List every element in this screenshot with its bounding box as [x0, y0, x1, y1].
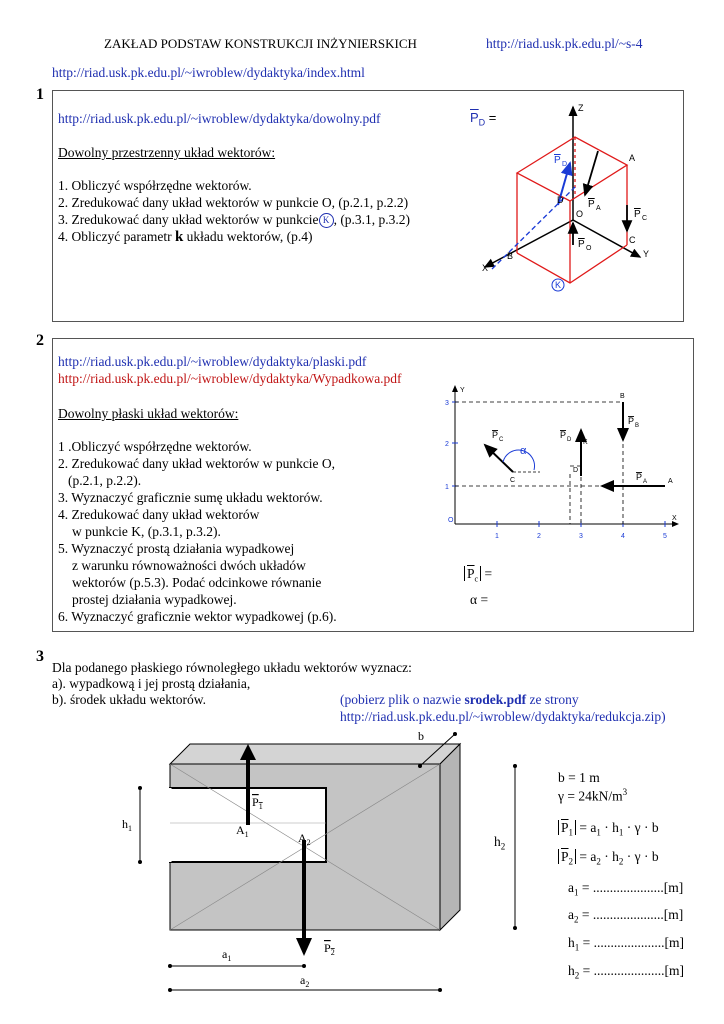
pc-label: P — [634, 209, 641, 220]
p1-label: $P_1$ — [252, 795, 263, 811]
s2-item-5d: prostej działania wypadkowej. — [72, 592, 237, 607]
p2-label: $P_2$ — [324, 941, 335, 957]
c-label: C — [629, 235, 636, 245]
srodek-file: srodek.pdf — [464, 692, 527, 707]
pd-planar-sub: D — [567, 437, 572, 443]
p1-formula: $\overline{P}_1 = a_1 \cdot h_1 \cdot \gamma \cdot b$ — [558, 820, 659, 838]
s2-item-2: 2. Zredukować dany układ wektorów w punkcie O, — [58, 456, 336, 471]
b-value: b = 1 m — [558, 770, 600, 785]
alpha-label: α — [520, 445, 527, 457]
s2-item-6: 6. Wyznaczyć graficznie wektor wypadkowej (p.6). — [58, 609, 337, 624]
b-dim-label: b — [418, 729, 424, 743]
p-c-label: C — [510, 477, 516, 484]
slab-side-face — [440, 744, 460, 930]
pb-sub: B — [635, 423, 640, 429]
planar-vector-figure — [440, 382, 685, 557]
index-link[interactable]: http://riad.usk.pk.edu.pl/~iwroblew/dydaktyka/index.html — [52, 65, 365, 80]
pc-vector-planar — [485, 445, 513, 472]
section-2-heading: Dowolny płaski układ wektorów: — [58, 406, 239, 421]
p2-formula: $\overline{P}_2 = a_2 \cdot h_2 \cdot \gamma \cdot b$ — [558, 849, 659, 867]
spatial-vector-figure — [470, 95, 680, 315]
section-2-number: 2 — [36, 332, 44, 349]
s2-item-3: 3. Wyznaczyć graficznie sumę układu wektorów. — [58, 490, 323, 505]
p-b-label: B — [620, 393, 625, 400]
pb-label: P — [628, 416, 635, 426]
s1-item-4-param: k — [174, 229, 184, 245]
s3-intro: Dla podanego płaskiego równoległego układu wektorów wyznacz: — [52, 660, 412, 675]
pc-mag-sub: c — [474, 574, 479, 584]
s3-item-b: b). środek układu wektorów. — [52, 692, 206, 707]
y-label: Y — [643, 249, 650, 259]
s2-item-5b: z warunku równoważności dwóch układów — [72, 558, 306, 573]
xtick-5: 5 — [663, 533, 667, 540]
pd-formula-sub: D — [478, 117, 486, 128]
a2-point-label: $A_2$ — [298, 831, 311, 847]
s2-item-5: 5. Wyznaczyć prostą działania wypadkowej — [58, 541, 295, 556]
z-label: Z — [578, 103, 584, 113]
gamma-sup: 3 — [622, 787, 628, 797]
pa-sub: A — [596, 205, 601, 212]
xtick-2: 2 — [537, 533, 541, 540]
a1-answer: $a_1 = .....................[m]$ — [568, 880, 684, 898]
pd-sub: D — [562, 161, 568, 168]
s3-item-a: a). wypadkową i jej prostą działania, — [52, 676, 251, 691]
xtick-4: 4 — [621, 533, 625, 540]
po-label: P — [578, 239, 585, 250]
slab-top-face — [170, 744, 460, 764]
p-a-label: A — [668, 478, 673, 485]
s1-item-3-tail: , (p.3.1, p.3.2) — [333, 212, 411, 227]
h2-dim-label: $h_2$ — [494, 834, 506, 852]
ytick-1: 1 — [445, 484, 449, 491]
section-3-number: 3 — [36, 648, 44, 665]
a1-dim-label: $a_1$ — [222, 947, 232, 963]
h2-answer: $h_2 = .....................[m]$ — [568, 963, 684, 981]
s1-item-4-tail: układu wektorów, (p.4) — [186, 229, 313, 244]
p-x-label: X — [672, 515, 677, 522]
pa-vector — [585, 151, 598, 195]
pd-formula-eq: = — [488, 110, 497, 125]
pc-magnitude — [464, 566, 492, 584]
dowolny-pdf-link[interactable]: http://riad.usk.pk.edu.pl/~iwroblew/dydaktyka/dowolny.pdf — [58, 111, 381, 126]
a2-answer: $a_2 = .....................[m]$ — [568, 907, 684, 925]
alpha-eq: α = — [470, 592, 489, 607]
p-y-label: Y — [460, 387, 465, 394]
xtick-3: 3 — [579, 533, 583, 540]
p-d-label: D — [573, 467, 579, 474]
k-label: K — [555, 280, 562, 290]
section-1-number: 1 — [36, 86, 44, 103]
pd-planar-label: P — [560, 430, 567, 440]
d-label: D — [557, 195, 564, 205]
gamma-value — [558, 787, 627, 805]
s1-item-3-text: 3. Zredukować dany układ wektorów w punkcie — [58, 212, 319, 227]
pd-label: P — [554, 155, 561, 166]
s3-note-post: ze strony — [529, 692, 579, 707]
pc-mag-p: $\overline{P}$ — [467, 566, 475, 581]
pc-mag-eq: = — [484, 566, 493, 581]
b-label: B — [507, 251, 514, 261]
a2-dim-label: $a_2$ — [300, 973, 310, 989]
header-link-s4[interactable]: http://riad.usk.pk.edu.pl/~s-4 — [486, 36, 643, 51]
a1-point-label: $A_1$ — [236, 823, 249, 839]
header-title: ZAKŁAD PODSTAW KONSTRUKCJI INŻYNIERSKICH — [104, 36, 417, 51]
k-point-circle — [319, 213, 334, 228]
section-1-heading: Dowolny przestrzenny układ wektorów: — [58, 145, 276, 160]
k-point-label: K — [322, 215, 330, 225]
slab-figure — [120, 730, 490, 1000]
s1-item-4-text: 4. Obliczyć parametr — [58, 229, 172, 244]
s2-item-2b: (p.2.1, p.2.2). — [68, 473, 142, 488]
redukcja-link[interactable]: http://riad.usk.pk.edu.pl/~iwroblew/dydaktyka/redukcja.zip) — [340, 709, 666, 724]
x-label: X — [482, 263, 489, 273]
plaski-pdf-link[interactable]: http://riad.usk.pk.edu.pl/~iwroblew/dydaktyka/plaski.pdf — [58, 354, 367, 369]
xtick-1: 1 — [495, 533, 499, 540]
p-k-label: K — [583, 439, 588, 446]
s2-item-1: 1 .Obliczyć współrzędne wektorów. — [58, 439, 252, 454]
a-label: A — [629, 153, 636, 163]
s1-item-2: 2. Zredukować dany układ wektorów w punkcie O, (p.2.1, p.2.2) — [58, 195, 409, 210]
pa-planar-sub: A — [643, 479, 648, 485]
s2-item-4b: w punkcie K, (p.3.1, p.3.2). — [72, 524, 221, 539]
s1-item-4 — [58, 229, 313, 246]
po-sub: O — [586, 245, 592, 252]
pc-planar-label: P — [492, 430, 499, 440]
s2-item-4: 4. Zredukować dany układ wektorów — [58, 507, 260, 522]
wypadkowa-pdf-link[interactable]: http://riad.usk.pk.edu.pl/~iwroblew/dydaktyka/Wypadkowa.pdf — [58, 371, 402, 386]
pa-label: P — [588, 199, 595, 210]
red-box — [517, 137, 627, 283]
s3-note-pre: (pobierz plik o nazwie — [340, 692, 462, 707]
o-label: O — [576, 209, 584, 219]
h2-dimension — [508, 762, 528, 932]
gamma-text: γ = 24kN/m — [558, 788, 623, 804]
pc-sub: C — [642, 215, 648, 222]
p-o-label: O — [448, 517, 454, 524]
ytick-2: 2 — [445, 441, 449, 448]
h1-answer: $h_1 = .....................[m]$ — [568, 935, 684, 953]
h1-dim-label: $h_1$ — [122, 817, 132, 833]
ytick-3: 3 — [445, 400, 449, 407]
s1-item-3 — [58, 212, 410, 228]
pd-formula-p: $\overline{P}$ — [470, 110, 479, 125]
s1-item-1: 1. Obliczyć współrzędne wektorów. — [58, 178, 252, 193]
s3-note — [340, 692, 579, 708]
pa-planar-label: P — [636, 472, 643, 482]
pc-planar-sub: C — [499, 437, 504, 443]
s2-item-5c: wektorów (p.5.3). Podać odcinkowe równanie — [72, 575, 322, 590]
